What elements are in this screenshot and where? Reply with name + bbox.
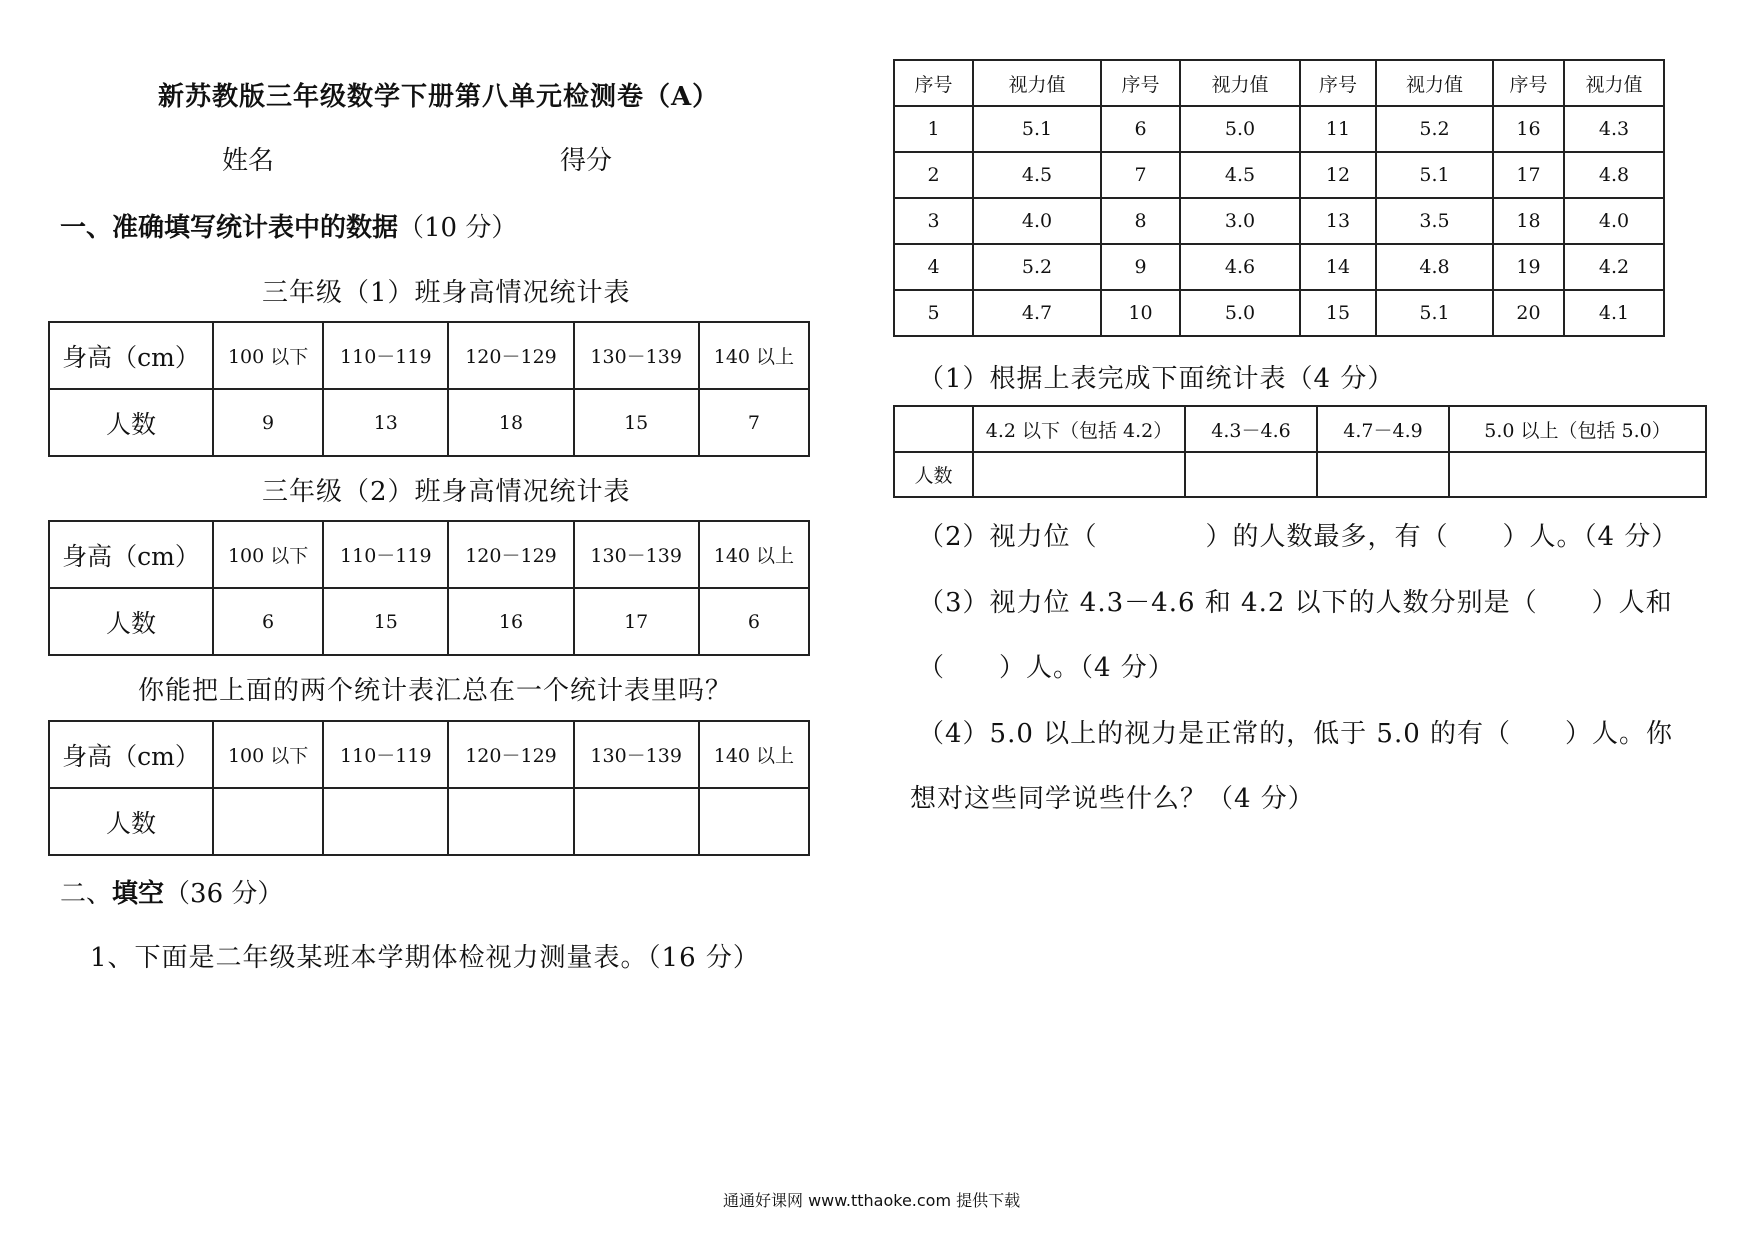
table-cell (894, 406, 973, 452)
answer-cell[interactable] (574, 788, 699, 855)
table-cell: 120－129 (448, 322, 573, 389)
answer-cell[interactable] (1317, 452, 1449, 497)
table-cell: 5.0 (1180, 290, 1300, 336)
table-cell: 5.0 以上（包括 5.0） (1449, 406, 1706, 452)
table-cell: 14 (1300, 244, 1376, 290)
table-row (49, 788, 809, 855)
section1-heading (60, 207, 517, 244)
table-cell: 16 (448, 588, 573, 655)
table-cell: 3.5 (1376, 198, 1493, 244)
table-cell: 4.7－4.9 (1317, 406, 1449, 452)
section1-heading-points: （10 分） (398, 213, 518, 243)
name-label: 姓名 (222, 146, 275, 176)
table-cell: 15 (1300, 290, 1376, 336)
answer-cell[interactable] (1449, 452, 1706, 497)
table-cell: 130－139 (574, 521, 699, 588)
answer-cell[interactable] (213, 788, 323, 855)
table-row (894, 244, 1664, 290)
table-cell: 110－119 (323, 721, 448, 788)
table-cell: 7 (1101, 152, 1180, 198)
table-cell: 5.2 (973, 244, 1101, 290)
table-cell: 15 (574, 389, 699, 456)
table-header-row (894, 60, 1664, 106)
table-cell: 12 (1300, 152, 1376, 198)
table-row (49, 588, 809, 655)
answer-cell[interactable] (448, 788, 573, 855)
table-cell: 120－129 (448, 521, 573, 588)
height-table-combined (48, 720, 810, 856)
table-cell: 140 以上 (699, 322, 809, 389)
table-cell: 5.1 (973, 106, 1101, 152)
table-cell: 5.2 (1376, 106, 1493, 152)
table-row (49, 389, 809, 456)
answer-cell[interactable] (699, 788, 809, 855)
table-row (894, 290, 1664, 336)
table-cell: 3 (894, 198, 973, 244)
table-cell: 4.0 (973, 198, 1101, 244)
table-cell: 3.0 (1180, 198, 1300, 244)
table-cell: 19 (1493, 244, 1564, 290)
table-cell: 4.7 (973, 290, 1101, 336)
table-cell: 130－139 (574, 322, 699, 389)
table-cell: 序号 (1493, 60, 1564, 106)
table-cell: 17 (1493, 152, 1564, 198)
table-cell: 13 (1300, 198, 1376, 244)
table-cell: 2 (894, 152, 973, 198)
section1-heading-text: 一、准确填写统计表中的数据 (60, 213, 399, 243)
table-cell: 20 (1493, 290, 1564, 336)
table-cell: 4.2 (1564, 244, 1664, 290)
section2-heading (60, 873, 283, 910)
table-cell: 4.3－4.6 (1185, 406, 1317, 452)
table-row (894, 152, 1664, 198)
table-cell: 110－119 (323, 521, 448, 588)
answer-cell[interactable] (973, 452, 1185, 497)
height-table-class1 (48, 321, 810, 457)
table-cell: 18 (1493, 198, 1564, 244)
table-cell: 120－129 (448, 721, 573, 788)
table-header-row (49, 521, 809, 588)
table-header-row (49, 322, 809, 389)
table-cell: 130－139 (574, 721, 699, 788)
table-row (894, 106, 1664, 152)
table-cell: 视力值 (973, 60, 1101, 106)
subquestion-3-line1: （3）视力位 4.3－4.6 和 4.2 以下的人数分别是（ ）人和 (918, 588, 1673, 618)
table-row (894, 452, 1706, 497)
table-cell: 人数 (894, 452, 973, 497)
table-cell: 4.8 (1564, 152, 1664, 198)
table-cell: 人数 (49, 788, 213, 855)
table-cell: 7 (699, 389, 809, 456)
table-cell: 4.0 (1564, 198, 1664, 244)
table-cell: 序号 (1300, 60, 1376, 106)
table-cell: 6 (699, 588, 809, 655)
table-cell: 4.5 (1180, 152, 1300, 198)
table-cell: 1 (894, 106, 973, 152)
merge-question: 你能把上面的两个统计表汇总在一个统计表里吗？ (138, 676, 733, 706)
answer-cell[interactable] (323, 788, 448, 855)
table-cell: 4.5 (973, 152, 1101, 198)
table-cell: 6 (1101, 106, 1180, 152)
table-cell: 16 (1493, 106, 1564, 152)
table-cell: 4.2 以下（包括 4.2） (973, 406, 1185, 452)
answer-cell[interactable] (1185, 452, 1317, 497)
subquestion-2: （2）视力位（ ）的人数最多，有（ ）人。（4 分） (918, 522, 1679, 552)
section2-heading-points: （36 分） (164, 879, 284, 909)
vision-count-table (893, 405, 1707, 498)
table-cell: 100 以下 (213, 322, 323, 389)
table-cell: 9 (1101, 244, 1180, 290)
table-row (894, 198, 1664, 244)
table-cell: 17 (574, 588, 699, 655)
table-cell: 5.1 (1376, 290, 1493, 336)
table-cell: 13 (323, 389, 448, 456)
table-cell: 4.6 (1180, 244, 1300, 290)
table-cell: 10 (1101, 290, 1180, 336)
table-cell: 序号 (894, 60, 973, 106)
table-cell: 140 以上 (699, 521, 809, 588)
table1-caption: 三年级（1）班身高情况统计表 (262, 278, 631, 308)
vision-table (893, 59, 1665, 337)
subquestion-4-line1: （4）5.0 以上的视力是正常的，低于 5.0 的有（ ）人。你 (918, 719, 1674, 749)
table-header-row (894, 406, 1706, 452)
table-cell: 身高（cm） (49, 721, 213, 788)
table-cell: 4.1 (1564, 290, 1664, 336)
table-header-row (49, 721, 809, 788)
subquestion-4-line2: 想对这些同学说些什么？（4 分） (910, 784, 1315, 814)
table-cell: 4.3 (1564, 106, 1664, 152)
table-cell: 人数 (49, 588, 213, 655)
table-cell: 140 以上 (699, 721, 809, 788)
table-cell: 身高（cm） (49, 322, 213, 389)
table-cell: 视力值 (1376, 60, 1493, 106)
score-label: 得分 (560, 146, 613, 176)
table-cell: 18 (448, 389, 573, 456)
table-cell: 100 以下 (213, 721, 323, 788)
question-1: 1、下面是二年级某班本学期体检视力测量表。（16 分） (90, 943, 760, 973)
page-title: 新苏教版三年级数学下册第八单元检测卷（A） (158, 82, 720, 112)
table-cell: 身高（cm） (49, 521, 213, 588)
table-cell: 110－119 (323, 322, 448, 389)
height-table-class2 (48, 520, 810, 656)
table-cell: 视力值 (1564, 60, 1664, 106)
subquestion-3-line2: （ ）人。（4 分） (918, 653, 1175, 683)
subquestion-1: （1）根据上表完成下面统计表（4 分） (918, 364, 1395, 394)
table-cell: 4.8 (1376, 244, 1493, 290)
section2-heading-prefix: 二、 (60, 879, 113, 909)
footer-source: 通通好课网 www.tthaoke.com 提供下载 (723, 1191, 1021, 1210)
table-cell: 5.0 (1180, 106, 1300, 152)
table-cell: 9 (213, 389, 323, 456)
table-cell: 5.1 (1376, 152, 1493, 198)
table-cell: 5 (894, 290, 973, 336)
table-cell: 4 (894, 244, 973, 290)
table-cell: 6 (213, 588, 323, 655)
table-cell: 视力值 (1180, 60, 1300, 106)
table-cell: 8 (1101, 198, 1180, 244)
table-cell: 人数 (49, 389, 213, 456)
table2-caption: 三年级（2）班身高情况统计表 (262, 477, 631, 507)
table-cell: 序号 (1101, 60, 1180, 106)
table-cell: 11 (1300, 106, 1376, 152)
table-cell: 15 (323, 588, 448, 655)
table-cell: 100 以下 (213, 521, 323, 588)
section2-heading-text: 填空 (112, 879, 165, 909)
